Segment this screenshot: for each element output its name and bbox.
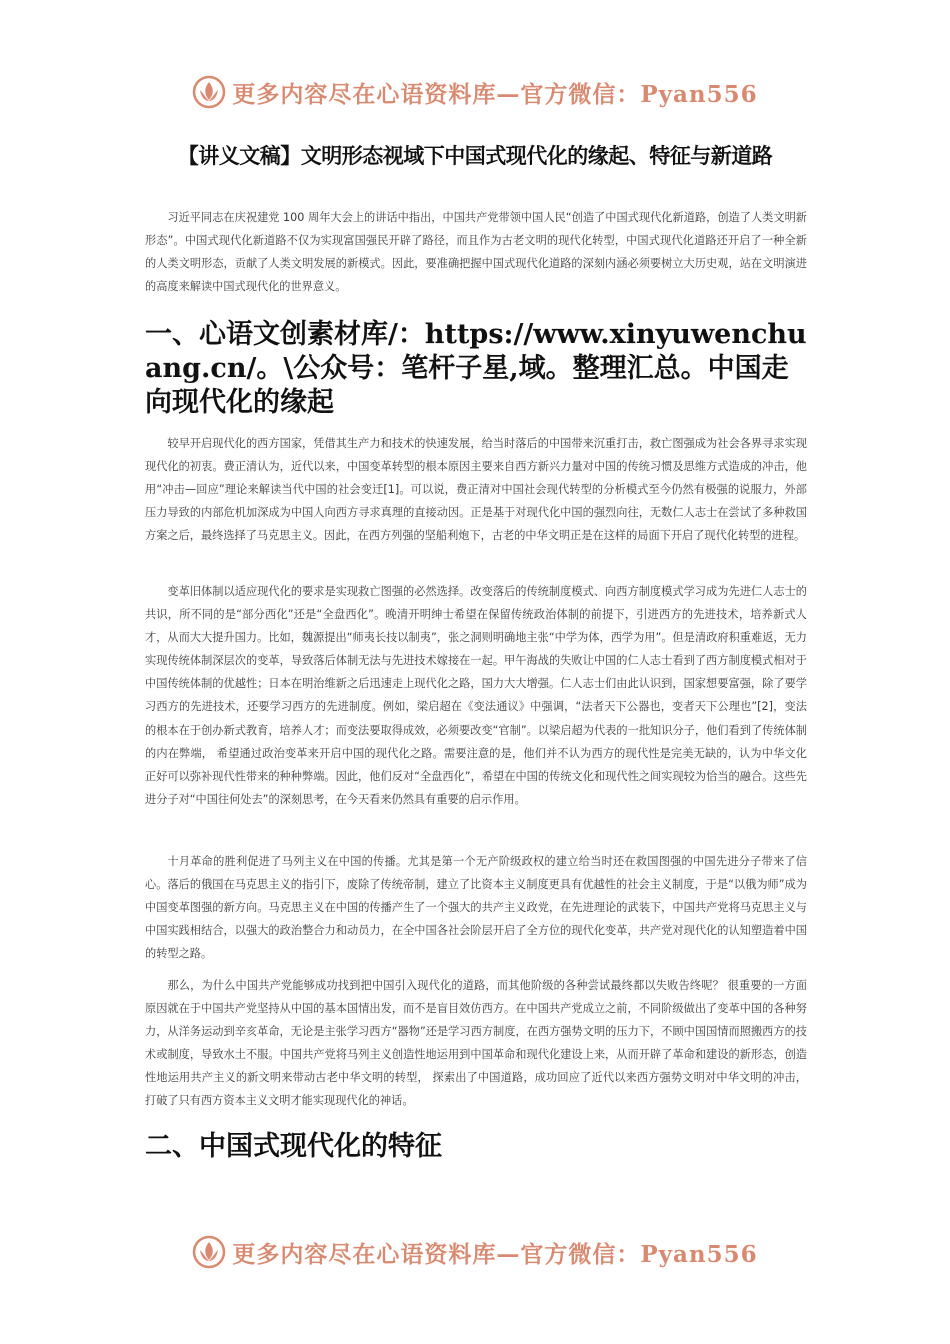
intro-paragraph: 习近平同志在庆祝建党 100 周年大会上的讲话中指出，中国共产党带领中国人民“创造了中国式现代化新道路，创造了人类文明新形态”。中国式现代化新道路不仅为实现富国强民开辟了路径，而且作为古老文明的现代化转型，中国式现代化道路还开启了一种全新的人类文明形态，贡献了人类文明发展的新模式。因此，要准确把握中国式现代化道路的深刻内涵必须要树立大历史观，站在文明演进的高度来解读中国式现代化的世界意义。 — [145, 211, 807, 294]
body-paragraph: 较早开启现代化的西方国家，凭借其生产力和技术的快速发展，给当时落后的中国带来沉重打击，救亡图强成为社会各界寻求实现现代化的初衷。费正清认为，近代以来，中国变革转型的根本原因主要来自西方新兴力量对中国的传统习惯及思维方式造成的冲击，他用“冲击—回应”理论来解读当代中国的社会变迁[1]。可以说，费正清对中国社会现代转型的分析模式至今仍然有极强的说服力，外部压力导致的内部危机加深成为中国人向西方寻求真理的直接动因。正是基于对现代化中国的强烈向往，无数仁人志士在尝试了多种救国方案之后，最终选择了马克思主义。因此，在西方列强的坚船利炮下，古老的中华文明正是在这样的局面下开启了现代化转型的进程。 — [145, 437, 807, 543]
section-heading-2: 二、中国式现代化的特征 — [145, 1131, 442, 1162]
header-watermark-banner — [0, 72, 950, 112]
document-title: 【讲义文稿】文明形态视域下中国式现代化的缘起、特征与新道路 — [177, 144, 773, 168]
watermark-text: 更多内容尽在心语资料库—官方微信：Pyan556 — [232, 1240, 758, 1268]
lotus-logo-icon — [192, 1235, 226, 1269]
footer-watermark-banner — [0, 1232, 950, 1272]
section-heading-1: 一、心语文创素材库/：https://www.xinyuwenchuang.cn/。\公众号：笔杆子星,域。整理汇总。中国走向现代化的缘起 — [145, 319, 807, 418]
lotus-logo-icon — [192, 75, 226, 109]
body-paragraph: 变革旧体制以适应现代化的要求是实现救亡图强的必然选择。改变落后的传统制度模式、向西方制度模式学习成为先进仁人志士的共识，所不同的是“部分西化”还是“全盘西化”。晚清开明绅士希望在保留传统政治体制的前提下，引进西方的先进技术，培养新式人才，从而大大提升国力。比如，魏源提出“师夷长技以制夷”，张之洞则明确地主张“中学为体，西学为用”。但是清政府积重难返，无力实现传统体制深层次的变革，导致落后体制无法与先进技术嫁接在一起。甲午海战的失败让中国的仁人志士看到了西方制度模式相对于中国传统体制的优越性；日本在明治维新之后迅速走上现代化之路，国力大大增强。仁人志士们由此认识到，国家想要富强，除了要学习西方的先进技术，还要学习西方的先进制度。例如，梁启超在《变法通议》中强调，“法者天下公器也，变者天下公理也”[2]，变法的根本在于创办新式教育，培养人才；而变法要取得成效，必须要改变“官制”。以梁启超为代表的一批知识分子，他们看到了传统体制的内在弊端， 希望通过政治变革来开启中国的现代化之路。需要注意的是，他们并不认为西方的现代性是完美无缺的，认为中华文化正好可以弥补现代性带来的种种弊端。因此，他们反对“全盘西化”，希望在中国的传统文化和现代性之间实现较为恰当的融合。这些先进分子对“中国往何处去”的深刻思考，在今天看来仍然具有重要的启示作用。 — [145, 585, 807, 806]
body-paragraph: 十月革命的胜利促进了马列主义在中国的传播。尤其是第一个无产阶级政权的建立给当时还在救国图强的中国先进分子带来了信心。落后的俄国在马克思主义的指引下，废除了传统帝制，建立了比资本主义制度更具有优越性的社会主义制度，于是“以俄为师”成为中国变革图强的新方向。马克思主义在中国的传播产生了一个强大的共产主义政党，在先进理论的武装下，中国共产党将马克思主义与中国实践相结合，以强大的政治整合力和动员力，在全中国各社会阶层开启了全方位的现代化变革，共产党对现代化的认知塑造着中国的转型之路。 — [145, 855, 807, 961]
body-paragraph: 那么，为什么中国共产党能够成功找到把中国引入现代化的道路，而其他阶级的各种尝试最终都以失败告终呢？ 很重要的一方面原因就在于中国共产党坚持从中国的基本国情出发，而不是盲目效仿西方。在中国共产党成立之前，不同阶级做出了变革中国的各种努力，从洋务运动到辛亥革命，无论是主张学习西方“器物”还是学习西方制度，在西方强势文明的压力下，不顾中国国情而照搬西方的技术或制度，导致水土不服。中国共产党将马列主义创造性地运用到中国革命和现代化建设上来，从而开辟了革命和建设的新形态，创造性地运用共产主义的新文明来带动古老中华文明的转型， 探索出了中国道路，成功回应了近代以来西方强势文明对中华文明的冲击，打破了只有西方资本主义文明才能实现现代化的神话。 — [145, 979, 807, 1108]
watermark-text: 更多内容尽在心语资料库—官方微信：Pyan556 — [232, 80, 758, 108]
